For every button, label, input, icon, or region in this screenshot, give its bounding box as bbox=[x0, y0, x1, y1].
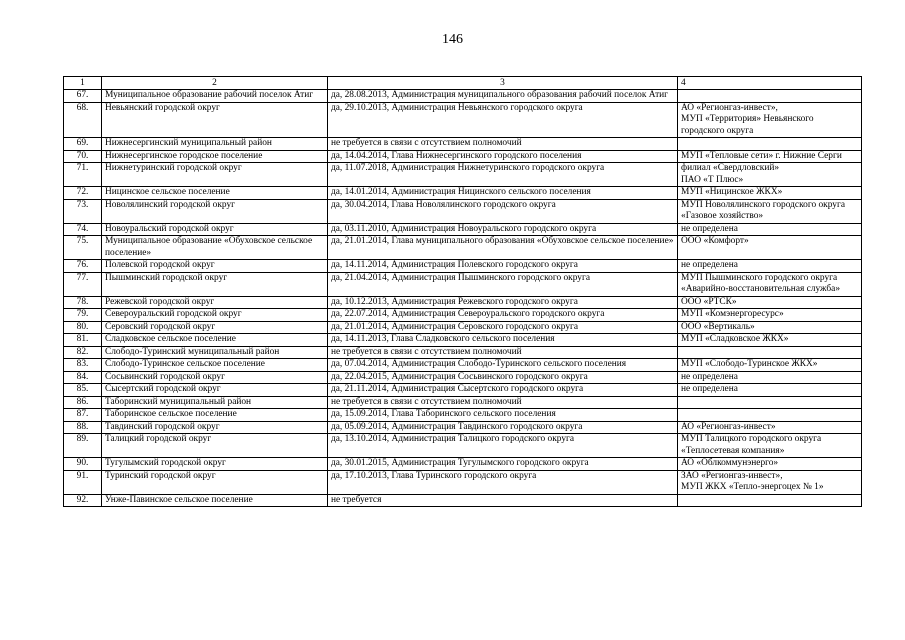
row-number: 89. bbox=[64, 434, 102, 458]
table-row bbox=[64, 260, 862, 273]
organization-line: ООО «РТСК» bbox=[681, 296, 737, 307]
organization-cell bbox=[678, 296, 862, 309]
decision-text: да, 21.01.2014, Администрация Серовского городского округа bbox=[328, 321, 678, 334]
page-number: 146 bbox=[442, 32, 463, 47]
row-number: 92. bbox=[64, 494, 102, 507]
organization-cell bbox=[678, 163, 862, 187]
municipality-name: Муниципальное образование рабочий поселок Атиг bbox=[102, 90, 328, 103]
table-row bbox=[64, 334, 862, 347]
municipality-name: Сысертский городской округ bbox=[102, 384, 328, 397]
organization-line: МУП «Комэнергоресурс» bbox=[681, 309, 784, 319]
decision-text: да, 21.11.2014, Администрация Сысертского городского округа bbox=[328, 384, 678, 397]
row-number: 73. bbox=[64, 199, 102, 223]
municipality-name: Тугулымский городской округ bbox=[102, 458, 328, 471]
table-row bbox=[64, 309, 862, 322]
organization-line: не определена bbox=[681, 384, 738, 394]
decision-text: да, 07.04.2014, Администрация Слободо-Туринского сельского поселения bbox=[328, 359, 678, 372]
organization-cell bbox=[678, 321, 862, 334]
organization-cell bbox=[678, 494, 862, 507]
municipality-name: Таборинский муниципальный район bbox=[102, 396, 328, 409]
municipality-name: Новолялинский городской округ bbox=[102, 199, 328, 223]
organization-line: МУП «Территория» Невьянского городского округа bbox=[681, 114, 814, 136]
municipality-name: Нижнесергинское городское поселение bbox=[102, 150, 328, 163]
header-col-3: 3 bbox=[328, 77, 678, 90]
municipality-name: Североуральский городской округ bbox=[102, 309, 328, 322]
municipality-name: Пышминский городской округ bbox=[102, 272, 328, 296]
table-row bbox=[64, 296, 862, 309]
row-number: 79. bbox=[64, 309, 102, 322]
organization-cell bbox=[678, 90, 862, 103]
municipality-name: Сладковское сельское поселение bbox=[102, 334, 328, 347]
municipality-name: Тавдинский городской округ bbox=[102, 421, 328, 434]
organization-line: АО «Облкоммунэнерго» bbox=[681, 458, 779, 468]
organization-line: МУП Пышминского городского округа «Аварийно-восстановительная служба» bbox=[681, 272, 841, 294]
row-number: 82. bbox=[64, 346, 102, 359]
row-number: 86. bbox=[64, 396, 102, 409]
row-number: 71. bbox=[64, 163, 102, 187]
row-number: 74. bbox=[64, 223, 102, 236]
table-row bbox=[64, 384, 862, 397]
table-row bbox=[64, 199, 862, 223]
organization-line: ООО «Вертикаль» bbox=[681, 321, 755, 332]
municipality-name: Унже-Павинское сельское поселение bbox=[102, 494, 328, 507]
row-number: 77. bbox=[64, 272, 102, 296]
organization-cell bbox=[678, 396, 862, 409]
municipality-name: Таборинское сельское поселение bbox=[102, 409, 328, 422]
header-col-2: 2 bbox=[102, 77, 328, 90]
municipalities-table bbox=[63, 76, 862, 507]
row-number: 83. bbox=[64, 359, 102, 372]
organization-line: ООО «Комфорт» bbox=[681, 236, 749, 246]
organization-cell bbox=[678, 409, 862, 422]
decision-text: не требуется в связи с отсутствием полномочий bbox=[328, 138, 678, 151]
row-number: 84. bbox=[64, 371, 102, 384]
decision-text: да, 22.07.2014, Администрация Североуральского городского округа bbox=[328, 309, 678, 322]
decision-text: да, 10.12.2013, Администрация Режевского городского округа bbox=[328, 296, 678, 309]
organization-line: МУП Новолялинского городского округа «Газовое хозяйство» bbox=[681, 199, 845, 221]
municipality-name: Ницинское сельское поселение bbox=[102, 187, 328, 200]
organization-cell bbox=[678, 359, 862, 372]
organization-cell bbox=[678, 458, 862, 471]
organization-cell bbox=[678, 346, 862, 359]
header-col-4: 4 bbox=[678, 77, 862, 90]
municipality-name: Серовский городской округ bbox=[102, 321, 328, 334]
decision-text: да, 17.10.2013, Глава Туринского городского округа bbox=[328, 470, 678, 494]
municipality-name: Слободо-Туринский муниципальный район bbox=[102, 346, 328, 359]
decision-text: да, 21.04.2014, Администрация Пышминского городского округа bbox=[328, 272, 678, 296]
municipality-name: Невьянский городской округ bbox=[102, 102, 328, 138]
municipality-name: Талицкий городской округ bbox=[102, 434, 328, 458]
table-row bbox=[64, 272, 862, 296]
table-row bbox=[64, 236, 862, 260]
table-row bbox=[64, 102, 862, 138]
organization-line: АО «Регионгаз-инвест» bbox=[681, 421, 776, 432]
table-row bbox=[64, 163, 862, 187]
decision-text: да, 30.01.2015, Администрация Тугулымского городского округа bbox=[328, 458, 678, 471]
table-row bbox=[64, 187, 862, 200]
organization-line: МУП Талицкого городского округа «Теплосетевая компания» bbox=[681, 434, 822, 456]
organization-line: МУП «Сладковское ЖКХ» bbox=[681, 334, 789, 344]
row-number: 85. bbox=[64, 384, 102, 397]
table-row bbox=[64, 421, 862, 434]
organization-line: МУП ЖКХ «Тепло-энергоцех № 1» bbox=[681, 482, 824, 492]
row-number: 75. bbox=[64, 236, 102, 260]
organization-line: ПАО «Т Плюс» bbox=[681, 174, 744, 185]
organization-cell bbox=[678, 334, 862, 347]
table-row bbox=[64, 138, 862, 151]
table-header-row bbox=[64, 77, 862, 90]
row-number: 68. bbox=[64, 102, 102, 138]
organization-cell bbox=[678, 371, 862, 384]
organization-cell bbox=[678, 434, 862, 458]
organization-cell bbox=[678, 138, 862, 151]
municipality-name: Режевской городской округ bbox=[102, 296, 328, 309]
row-number: 78. bbox=[64, 296, 102, 309]
table-row bbox=[64, 494, 862, 507]
decision-text: не требуется в связи с отсутствием полномочий bbox=[328, 346, 678, 359]
organization-cell bbox=[678, 421, 862, 434]
decision-text: да, 21.01.2014, Глава муниципального образования «Обуховское сельское поселение» bbox=[328, 236, 678, 260]
decision-text: не требуется в связи с отсутствием полномочий bbox=[328, 396, 678, 409]
row-number: 87. bbox=[64, 409, 102, 422]
organization-cell bbox=[678, 236, 862, 260]
decision-text: да, 15.09.2014, Глава Таборинского сельского поселения bbox=[328, 409, 678, 422]
table-row bbox=[64, 321, 862, 334]
table-row bbox=[64, 434, 862, 458]
decision-text: да, 29.10.2013, Администрация Невьянского городского округа bbox=[328, 102, 678, 138]
row-number: 88. bbox=[64, 421, 102, 434]
organization-cell bbox=[678, 272, 862, 296]
decision-text: да, 11.07.2018, Администрация Нижнетуринского городского округа bbox=[328, 163, 678, 187]
organization-line: МУП «Слободо-Туринское ЖКХ» bbox=[681, 359, 818, 369]
municipality-name: Слободо-Туринское сельское поселение bbox=[102, 359, 328, 372]
table-row bbox=[64, 409, 862, 422]
organization-line: МУП «Ницинское ЖКХ» bbox=[681, 187, 783, 197]
table-row bbox=[64, 470, 862, 494]
organization-line: не определена bbox=[681, 223, 738, 234]
municipality-name: Нижнесергинский муниципальный район bbox=[102, 138, 328, 151]
row-number: 91. bbox=[64, 470, 102, 494]
municipality-name: Полевской городской округ bbox=[102, 260, 328, 273]
decision-text: да, 14.01.2014, Администрация Ницинского сельского поселения bbox=[328, 187, 678, 200]
row-number: 81. bbox=[64, 334, 102, 347]
organization-cell bbox=[678, 102, 862, 138]
municipality-name: Новоуральский городской округ bbox=[102, 223, 328, 236]
table-row bbox=[64, 150, 862, 163]
row-number: 90. bbox=[64, 458, 102, 471]
organization-line: филиал «Свердловский» bbox=[681, 163, 780, 173]
organization-cell bbox=[678, 384, 862, 397]
decision-text: да, 14.11.2013, Глава Сладковского сельского поселения bbox=[328, 334, 678, 347]
table-row bbox=[64, 396, 862, 409]
table-row bbox=[64, 458, 862, 471]
organization-line: не определена bbox=[681, 371, 738, 382]
organization-line: ЗАО «Регионгаз-инвест», bbox=[681, 470, 783, 481]
decision-text: не требуется bbox=[328, 494, 678, 507]
row-number: 67. bbox=[64, 90, 102, 103]
organization-cell bbox=[678, 223, 862, 236]
table-row bbox=[64, 371, 862, 384]
organization-line: АО «Регионгаз-инвест», bbox=[681, 102, 778, 113]
municipality-name: Муниципальное образование «Обуховское сельское поселение» bbox=[102, 236, 328, 260]
municipality-name: Нижнетуринский городской округ bbox=[102, 163, 328, 187]
table-row bbox=[64, 223, 862, 236]
decision-text: да, 14.04.2014, Глава Нижнесергинского городского поселения bbox=[328, 150, 678, 163]
row-number: 72. bbox=[64, 187, 102, 200]
municipality-name: Туринский городской округ bbox=[102, 470, 328, 494]
table-row bbox=[64, 346, 862, 359]
municipality-name: Сосьвинский городской округ bbox=[102, 371, 328, 384]
decision-text: да, 28.08.2013, Администрация муниципального образования рабочий поселок Атиг bbox=[328, 90, 678, 103]
organization-line: не определена bbox=[681, 260, 738, 270]
row-number: 69. bbox=[64, 138, 102, 151]
table-row bbox=[64, 90, 862, 103]
organization-cell bbox=[678, 260, 862, 273]
decision-text: да, 05.09.2014, Администрация Тавдинского городского округа bbox=[328, 421, 678, 434]
decision-text: да, 30.04.2014, Глава Новолялинского городского округа bbox=[328, 199, 678, 223]
decision-text: да, 13.10.2014, Администрация Талицкого городского округа bbox=[328, 434, 678, 458]
organization-cell bbox=[678, 470, 862, 494]
organization-line: МУП «Тепловые сети» г. Нижние Серги bbox=[681, 150, 842, 161]
row-number: 76. bbox=[64, 260, 102, 273]
row-number: 80. bbox=[64, 321, 102, 334]
table-row bbox=[64, 359, 862, 372]
row-number: 70. bbox=[64, 150, 102, 163]
organization-cell bbox=[678, 309, 862, 322]
organization-cell bbox=[678, 150, 862, 163]
organization-cell bbox=[678, 187, 862, 200]
organization-cell bbox=[678, 199, 862, 223]
decision-text: да, 22.04.2015, Администрация Сосьвинского городского округа bbox=[328, 371, 678, 384]
header-col-1: 1 bbox=[64, 77, 102, 90]
decision-text: да, 03.11.2010, Администрация Новоуральского городского округа bbox=[328, 223, 678, 236]
decision-text: да, 14.11.2014, Администрация Полевского городского округа bbox=[328, 260, 678, 273]
